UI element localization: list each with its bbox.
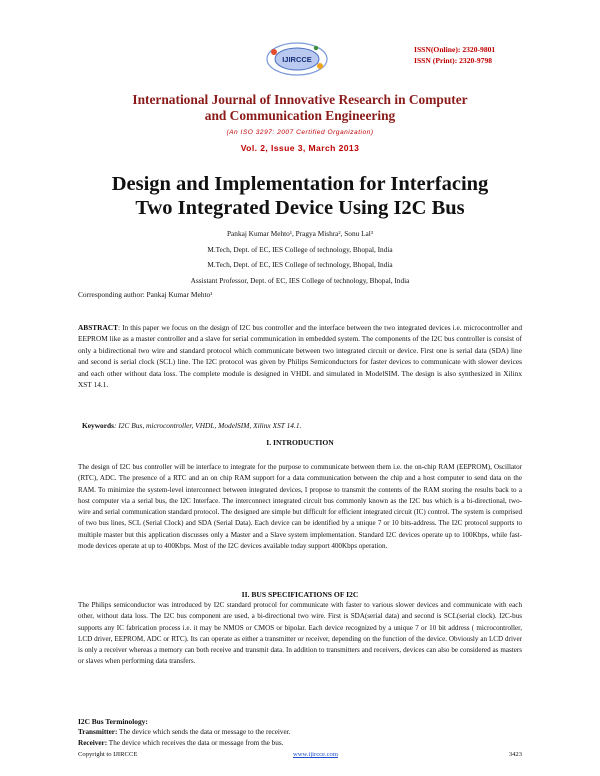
journal-name-line1: International Journal of Innovative Research in Computer (132, 92, 468, 107)
terminology-transmitter (78, 728, 291, 736)
footer-url-link[interactable]: www.ijircce.com (293, 751, 338, 758)
abstract-text: : In this paper we focus on the design of I2C bus controller and the interface between the two integrated devices i.e. microcontroller and EEPROM like as a master controller and a slave for serial communication in embedded system. The components of the I2C bus controller is consist of only a bidirectional two wire and standard protocol which communicate between two integrated circuit or device. First one is serial data (SDA) line and second is serial clock (SCL) line. The I2C protocol was given by Philips Semiconductors for faster devices to communicate with slower devices and each other without data loss. The complete module is designed in VHDL and simulated in ModelSIM. The design is also synthesized in Xilinx XST 14.1. (78, 323, 522, 390)
affiliation-2: M.Tech, Dept. of EC, IES College of technology, Bhopal, India (207, 260, 393, 269)
paper-title-line2: Two Integrated Device Using I2C Bus (135, 197, 465, 219)
issn-print: ISSN (Print): 2320-9798 (414, 56, 493, 65)
keywords (82, 421, 301, 430)
journal-name-line2: and Communication Engineering (204, 108, 396, 123)
affiliation-1: M.Tech, Dept. of EC, IES College of technology, Bhopal, India (207, 244, 393, 254)
corresponding-author: Corresponding author: Pankaj Kumar Mehto¹ (78, 290, 213, 299)
page-footer (78, 751, 522, 758)
bus-specifications-paragraph: The Philips semiconductor was introduced by I2C standard protocol for communicate with faster to various slower devices and communicate with each other, without data loss. The I2C bus component are used, a bi-directional two wire. First is SDA(serial data) and second is SCL(serial clock). I2C-bus supports any IC fabrication process i.e. it may be NMOS or CMOS or bipolar. Each device recognized by a unique 7 or 10 bit address ( microcontroller, LCD driver, EEPROM, ADC or RTC). Its can operate as either a transmitter or receiver, depending on the function of the device. Obviously an LCD driver is only a receiver whereas a memory can both receive and transmit data. In addition to transmitters and receivers, devices can also be considered as masters or slaves when performing data transfers. (78, 601, 522, 666)
keywords-label: Keywords (82, 421, 115, 430)
terminology-heading: I2C Bus Terminology: (78, 717, 148, 726)
logo-text: IJIRCCE (282, 55, 312, 64)
author-names: Pankaj Kumar Mehto¹, Pragya Mishra², Sonu Lal³ (227, 229, 373, 238)
abstract (78, 322, 522, 390)
receiver-text: The device which receives the data or message from the bus. (107, 739, 284, 747)
issn-online: ISSN(Online): 2320-9801 (414, 45, 496, 54)
receiver-label: Receiver: (78, 739, 108, 747)
journal-name (0, 92, 600, 124)
issn-block (414, 44, 495, 66)
affiliation-3: Assistant Professor, Dept. of EC, IES College of technology, Bhopal, India (190, 275, 410, 285)
section-heading-introduction: I. INTRODUCTION (266, 438, 334, 447)
iso-certification: (An ISO 3297: 2007 Certified Organization) (226, 129, 374, 136)
terminology-receiver (78, 739, 283, 747)
transmitter-text: The device which sends the data or message to the receiver. (117, 728, 291, 736)
paper-title (0, 172, 600, 220)
keywords-text: : I2C Bus, microcontroller, VHDL, ModelSIM, Xilinx XST 14.1. (114, 421, 302, 430)
section-heading-bus-specifications: II. BUS SPECIFICATIONS OF I2C (241, 590, 359, 599)
journal-logo (264, 40, 330, 78)
abstract-label: ABSTRACT (78, 323, 118, 332)
footer-copyright: Copyright to IJIRCCE (78, 751, 138, 758)
transmitter-label: Transmitter: (78, 728, 118, 736)
introduction-paragraph: The design of I2C bus controller will be interface to integrate for the purpose to communicate between them i.e. the on-chip RAM (EEPROM), Oscillator (RTC), ADC. The presence of a RTC and an on chip RAM support for a data communication between the chip and a host computer to send data on the RAM. To minimize the system-level interconnect between integrated devices, I propose to transmit the contents of the RAM storing the results back to a host computer via a serial bus, the I2C Interface. The interconnect integrated circuit bus commonly known as the I2C bus which is a bi-directional, two-wire and serial communication standard protocol. The designed are simple but difficult for efficient integrated circuit (IC) control. The system is comprised of two bus lines, SCL (Serial Clock) and SDA (Serial Data). Each device can be identified by a unique 7 or 10 bits-address. The I2C protocol supports to multiple master but this application discusses only a Master and a Slave system implementation. Standard I2C devices operate up to 100Kbps, while fast-mode devices operate at up to 400Kbps. Most of the I2C devices available today support 400Kbps operation. (78, 463, 522, 551)
paper-title-line1: Design and Implementation for Interfacing (111, 173, 489, 195)
authors-block (0, 226, 600, 288)
page-number: 3423 (508, 751, 522, 758)
volume-issue: Vol. 2, Issue 3, March 2013 (240, 143, 360, 153)
